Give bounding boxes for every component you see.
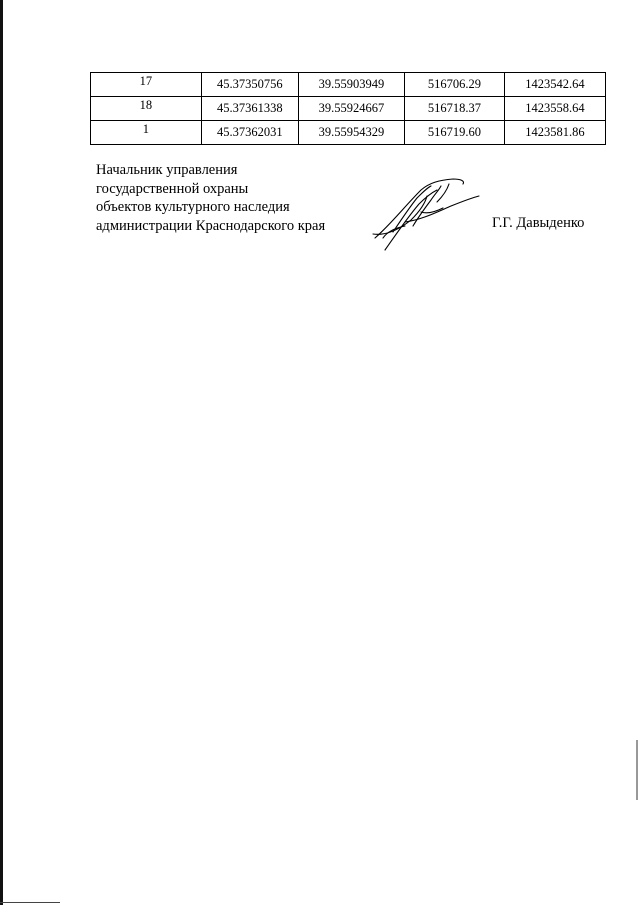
- longitude-cell: 39.55903949: [298, 73, 404, 97]
- y-coordinate-cell: 1423581.86: [504, 121, 605, 145]
- y-coordinate-cell: 1423558.64: [504, 97, 605, 121]
- latitude-cell: 45.37350756: [201, 73, 298, 97]
- latitude-cell: 45.37361338: [201, 97, 298, 121]
- signatory-title-line: объектов культурного наследия: [96, 199, 290, 215]
- page-edge-bottom: [0, 902, 60, 903]
- page-edge-left: [0, 0, 3, 905]
- y-coordinate-cell: 1423542.64: [504, 73, 605, 97]
- x-coordinate-cell: 516719.60: [405, 121, 505, 145]
- signer-name: Г.Г. Давыденко: [492, 215, 585, 231]
- table-row: [91, 97, 606, 121]
- signatory-title-line: государственной охраны: [96, 180, 249, 197]
- point-number-cell: 17: [91, 73, 202, 97]
- longitude-cell: 39.55924667: [298, 97, 404, 121]
- latitude-cell: 45.37362031: [201, 121, 298, 145]
- signatory-title-block: [96, 161, 325, 235]
- signatory-title-line: администрации Краснодарского края: [96, 217, 326, 234]
- x-coordinate-cell: 516718.37: [405, 97, 505, 121]
- longitude-cell: 39.55954329: [298, 121, 404, 145]
- coordinates-table: [90, 72, 606, 145]
- point-number-cell: 18: [91, 97, 202, 121]
- table-row: [91, 121, 606, 145]
- signatory-title-line: Начальник управления: [96, 162, 238, 178]
- x-coordinate-cell: 516706.29: [405, 73, 505, 97]
- page-edge-right: [636, 740, 638, 800]
- point-number-cell: 1: [91, 121, 202, 145]
- handwritten-signature: [365, 176, 485, 254]
- table-row: [91, 73, 606, 97]
